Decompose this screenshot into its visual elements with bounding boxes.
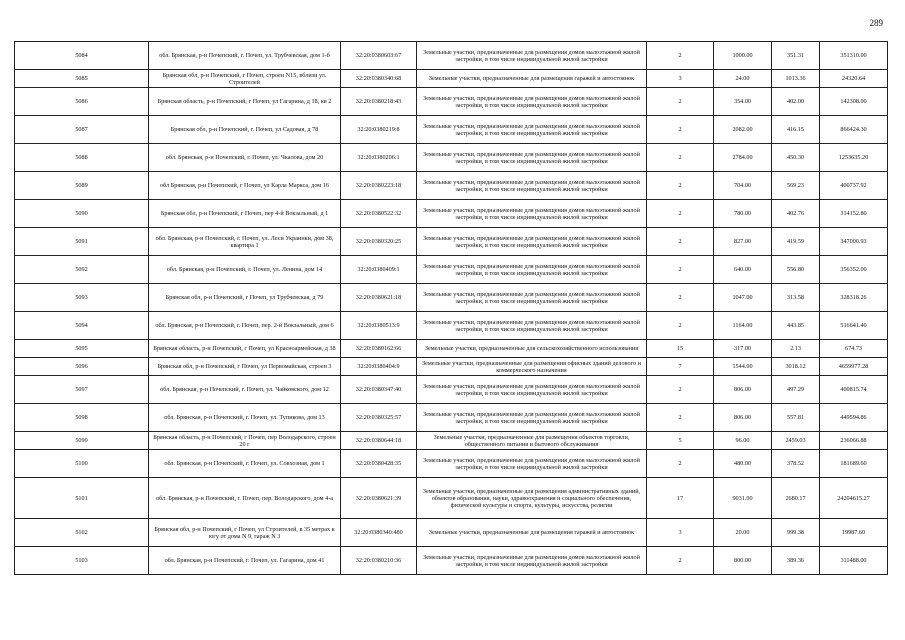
- row-id: 5087: [15, 116, 149, 144]
- area-cell: 354.00: [714, 88, 772, 116]
- land-purpose-cell: Земельные участки, предназначенные для размещения объектов торговли, общественного питания и бытового обслуживания: [417, 432, 647, 450]
- table-row: [15, 70, 888, 88]
- cadastral-value-cell: 24204615.27: [820, 478, 888, 519]
- specific-value-cell: 3018.12: [772, 358, 820, 376]
- land-purpose-cell: Земельные участки, предназначенные для размещения административных зданий, объектов образования, науки, здравоохранения и социального обеспечения, физической культуры и спорта, культуры, искусства, религии: [417, 478, 647, 519]
- specific-value-cell: 1013.36: [772, 70, 820, 88]
- area-cell: 806.00: [714, 404, 772, 432]
- cadastral-value-cell: 674.73: [820, 340, 888, 358]
- area-cell: 317.00: [714, 340, 772, 358]
- cadastral-value-cell: 351310.00: [820, 42, 888, 70]
- row-id: 5099: [15, 432, 149, 450]
- specific-value-cell: 443.85: [772, 312, 820, 340]
- address-cell: обл. Брянская, р-н Почепский, г. Почеп, пер. 2-й Вокзальный, дом 6: [149, 312, 341, 340]
- address-cell: обл Брянская, р-н Почепский, г Почеп, ул Карла Маркса, дом 16: [149, 172, 341, 200]
- row-id: 5093: [15, 284, 149, 312]
- specific-value-cell: 450.30: [772, 144, 820, 172]
- specific-value-cell: 378.52: [772, 450, 820, 478]
- table-row: [15, 200, 888, 228]
- cadastral-number-cell: 32:20:0380219:8: [341, 116, 417, 144]
- address-cell: Брянская обл, р-н Почепский, г Почеп, строен N15, вблизи ул. Строителей: [149, 70, 341, 88]
- specific-value-cell: 2680.17: [772, 478, 820, 519]
- group-cell: 2: [647, 144, 714, 172]
- address-cell: Брянская обл, р-н Почепский, г Почеп, пер 4-й Вокзальный, д 1: [149, 200, 341, 228]
- row-id: 5086: [15, 88, 149, 116]
- land-purpose-cell: Земельные участки, предназначенные для размещения домов малоэтажной жилой застройки, в том числе индивидуальной жилой застройки: [417, 200, 647, 228]
- group-cell: 2: [647, 284, 714, 312]
- cadastral-number-cell: 32:20:0380162:66: [341, 340, 417, 358]
- specific-value-cell: 419.59: [772, 228, 820, 256]
- address-cell: обл. Брянская, р-н Почепский, г. Почеп, ул. Чкалова, дом 20: [149, 144, 341, 172]
- row-id: 5092: [15, 256, 149, 284]
- land-purpose-cell: Земельные участки, предназначенные для размещения домов малоэтажной жилой застройки, в том числе индивидуальной жилой застройки: [417, 88, 647, 116]
- address-cell: Брянская обл, р-н Почепский, г. Почеп, ул Садовая, д 78: [149, 116, 341, 144]
- table-row: [15, 547, 888, 575]
- table-row: [15, 144, 888, 172]
- table-row: [15, 228, 888, 256]
- address-cell: обл. Брянская, р-н Почепский, г. Почеп, ул. Совхозная, дом 1: [149, 450, 341, 478]
- cadastral-value-cell: 314152.80: [820, 200, 888, 228]
- cadastral-number-cell: 32:20:0380320:25: [341, 228, 417, 256]
- area-cell: 1164.00: [714, 312, 772, 340]
- row-id: 5102: [15, 519, 149, 547]
- cadastral-value-cell: 866424.30: [820, 116, 888, 144]
- table-row: [15, 116, 888, 144]
- table-row: [15, 450, 888, 478]
- group-cell: 2: [647, 42, 714, 70]
- cadastral-value-cell: 400737.92: [820, 172, 888, 200]
- address-cell: обл. Брянская, р-н Почепский, г. Почеп, ул. Леси Украинки, дом 38, квартира 1: [149, 228, 341, 256]
- specific-value-cell: 402.76: [772, 200, 820, 228]
- group-cell: 17: [647, 478, 714, 519]
- group-cell: 2: [647, 88, 714, 116]
- page-number: 289: [869, 18, 883, 28]
- cadastral-value-table: [14, 41, 888, 575]
- cadastral-value-cell: 400815.74: [820, 376, 888, 404]
- table-row: [15, 340, 888, 358]
- table-row: [15, 42, 888, 70]
- cadastral-value-cell: 142308.00: [820, 88, 888, 116]
- address-cell: Брянская область, р-н Почепский, г Почеп, ул Красноармейская, д 38: [149, 340, 341, 358]
- area-cell: 1544.00: [714, 358, 772, 376]
- cadastral-number-cell: 32:20:0380522:32: [341, 200, 417, 228]
- area-cell: 9031.00: [714, 478, 772, 519]
- cadastral-number-cell: 32:20:0380210:36: [341, 547, 417, 575]
- specific-value-cell: 389.36: [772, 547, 820, 575]
- land-purpose-cell: Земельные участки, предназначенные для размещения гаражей и автостоянок: [417, 70, 647, 88]
- table-row: [15, 284, 888, 312]
- row-id: 5098: [15, 404, 149, 432]
- land-purpose-cell: Земельные участки, предназначенные для размещения домов малоэтажной жилой застройки, в том числе индивидуальной жилой застройки: [417, 172, 647, 200]
- address-cell: обл. Брянская, р-н Почепский, г. Почеп, ул. Ленина, дом 14: [149, 256, 341, 284]
- cadastral-value-cell: 356352.00: [820, 256, 888, 284]
- land-purpose-cell: Земельные участки, предназначенные для размещения домов малоэтажной жилой застройки, в том числе индивидуальной жилой застройки: [417, 256, 647, 284]
- land-purpose-cell: Земельные участки, предназначенные для размещения домов малоэтажной жилой застройки, в том числе индивидуальной жилой застройки: [417, 450, 647, 478]
- specific-value-cell: 2.13: [772, 340, 820, 358]
- cadastral-value-cell: 311488.00: [820, 547, 888, 575]
- cadastral-number-cell: 32:20:0380206:1: [341, 144, 417, 172]
- specific-value-cell: 2459.03: [772, 432, 820, 450]
- area-cell: 24.00: [714, 70, 772, 88]
- land-purpose-cell: Земельные участки, предназначенные для сельскохозяйственного использования: [417, 340, 647, 358]
- cadastral-number-cell: 32:20:0380347:40: [341, 376, 417, 404]
- table-row: [15, 519, 888, 547]
- cadastral-value-cell: 236066.88: [820, 432, 888, 450]
- area-cell: 1047.00: [714, 284, 772, 312]
- specific-value-cell: 999.38: [772, 519, 820, 547]
- land-purpose-cell: Земельные участки, предназначенные для размещения домов малоэтажной жилой застройки, в том числе индивидуальной жилой застройки: [417, 284, 647, 312]
- address-cell: обл. Брянская, р-н Почепский, г. Почеп, ул. Гагарина, дом 41: [149, 547, 341, 575]
- row-id: 5095: [15, 340, 149, 358]
- table-row: [15, 312, 888, 340]
- specific-value-cell: 497.29: [772, 376, 820, 404]
- table-row: [15, 256, 888, 284]
- row-id: 5094: [15, 312, 149, 340]
- area-cell: 800.00: [714, 547, 772, 575]
- area-cell: 780.00: [714, 200, 772, 228]
- table-row: [15, 404, 888, 432]
- land-purpose-cell: Земельные участки, предназначенные для размещения домов малоэтажной жилой застройки, в том числе индивидуальной жилой застройки: [417, 312, 647, 340]
- cadastral-value-cell: 516641.40: [820, 312, 888, 340]
- address-cell: обл. Брянская, р-н Почепский, г. Почеп, ул. Тупикова, дом 13: [149, 404, 341, 432]
- cadastral-number-cell: 32:20:0380644:18: [341, 432, 417, 450]
- cadastral-number-cell: 32:20:0380325:57: [341, 404, 417, 432]
- land-purpose-cell: Земельные участки, предназначенные для размещения гаражей и автостоянок: [417, 519, 647, 547]
- area-cell: 480.00: [714, 450, 772, 478]
- land-purpose-cell: Земельные участки, предназначенные для размещения домов малоэтажной жилой застройки, в том числе индивидуальной жилой застройки: [417, 547, 647, 575]
- area-cell: 96.00: [714, 432, 772, 450]
- address-cell: Брянская обл, р-н Почепский, г Почеп, ул Первомайская, строен 3: [149, 358, 341, 376]
- cadastral-number-cell: 32:20:0380404:9: [341, 358, 417, 376]
- group-cell: 3: [647, 70, 714, 88]
- row-id: 5091: [15, 228, 149, 256]
- group-cell: 2: [647, 172, 714, 200]
- cadastral-value-cell: 1253635.20: [820, 144, 888, 172]
- table-row: [15, 88, 888, 116]
- group-cell: 15: [647, 340, 714, 358]
- cadastral-number-cell: 32:20:0380340:68: [341, 70, 417, 88]
- group-cell: 7: [647, 358, 714, 376]
- cadastral-number-cell: 32:20:0380621:18: [341, 284, 417, 312]
- group-cell: 2: [647, 450, 714, 478]
- table-row: [15, 358, 888, 376]
- row-id: 5097: [15, 376, 149, 404]
- address-cell: обл. Брянская, р-н Почепский, г. Почеп, ул. Чайковского, дом 12: [149, 376, 341, 404]
- specific-value-cell: 557.81: [772, 404, 820, 432]
- area-cell: 827.00: [714, 228, 772, 256]
- area-cell: 20.00: [714, 519, 772, 547]
- row-id: 5088: [15, 144, 149, 172]
- area-cell: 806.00: [714, 376, 772, 404]
- cadastral-value-cell: 347000.93: [820, 228, 888, 256]
- area-cell: 704.00: [714, 172, 772, 200]
- row-id: 5085: [15, 70, 149, 88]
- land-purpose-cell: Земельные участки, предназначенные для размещения домов малоэтажной жилой застройки, в том числе индивидуальной жилой застройки: [417, 116, 647, 144]
- specific-value-cell: 313.58: [772, 284, 820, 312]
- table-row: [15, 432, 888, 450]
- cadastral-number-cell: 32:20:0380428:35: [341, 450, 417, 478]
- area-cell: 640.00: [714, 256, 772, 284]
- specific-value-cell: 416.15: [772, 116, 820, 144]
- address-cell: Брянская область, р-н Почепский, г Почеп, пер Володарского, строен 20 г: [149, 432, 341, 450]
- area-cell: 1000.00: [714, 42, 772, 70]
- row-id: 5096: [15, 358, 149, 376]
- cadastral-number-cell: 32:20:0380513:9: [341, 312, 417, 340]
- group-cell: 2: [647, 116, 714, 144]
- cadastral-value-cell: 449594.86: [820, 404, 888, 432]
- row-id: 5089: [15, 172, 149, 200]
- address-cell: Брянская обл, р-н Почепский, г Почеп, ул Строителей, в 35 метрах к югу от дома N 9, гараж N 3: [149, 519, 341, 547]
- cadastral-value-cell: 181689.60: [820, 450, 888, 478]
- address-cell: обл. Брянская, р-н Почепский, г. Почеп, ул. Трубчевская, дом 1-б: [149, 42, 341, 70]
- group-cell: 2: [647, 200, 714, 228]
- cadastral-value-cell: 24320.64: [820, 70, 888, 88]
- group-cell: 2: [647, 256, 714, 284]
- address-cell: Брянская обл, р-н Почепский, г Почеп, ул Трубчевская, д 79: [149, 284, 341, 312]
- cadastral-value-cell: 4659977.28: [820, 358, 888, 376]
- address-cell: обл. Брянская, р-н Почепский, г. Почеп, пер. Володарского, дом 4-а: [149, 478, 341, 519]
- group-cell: 3: [647, 519, 714, 547]
- table-row: [15, 172, 888, 200]
- cadastral-number-cell: 32:20:0380223:18: [341, 172, 417, 200]
- land-purpose-cell: Земельные участки, предназначенные для размещения офисных зданий делового и коммерческого назначения: [417, 358, 647, 376]
- row-id: 5090: [15, 200, 149, 228]
- group-cell: 2: [647, 376, 714, 404]
- area-cell: 2784.00: [714, 144, 772, 172]
- cadastral-value-cell: 19987.60: [820, 519, 888, 547]
- cadastral-value-cell: 328318.26: [820, 284, 888, 312]
- land-purpose-cell: Земельные участки, предназначенные для размещения домов малоэтажной жилой застройки, в том числе индивидуальной жилой застройки: [417, 376, 647, 404]
- land-purpose-cell: Земельные участки, предназначенные для размещения домов малоэтажной жилой застройки, в том числе индивидуальной жилой застройки: [417, 228, 647, 256]
- row-id: 5084: [15, 42, 149, 70]
- group-cell: 2: [647, 228, 714, 256]
- table-row: [15, 376, 888, 404]
- cadastral-number-cell: 32:20:0380340:480: [341, 519, 417, 547]
- cadastral-number-cell: 32:20:0380409:1: [341, 256, 417, 284]
- row-id: 5103: [15, 547, 149, 575]
- area-cell: 2082.00: [714, 116, 772, 144]
- cadastral-number-cell: 32:20:0380621:39: [341, 478, 417, 519]
- group-cell: 2: [647, 547, 714, 575]
- group-cell: 5: [647, 432, 714, 450]
- group-cell: 2: [647, 404, 714, 432]
- cadastral-number-cell: 32:20:0380218:43: [341, 88, 417, 116]
- row-id: 5101: [15, 478, 149, 519]
- cadastral-number-cell: 32:20:0380603:67: [341, 42, 417, 70]
- land-purpose-cell: Земельные участки, предназначенные для размещения домов малоэтажной жилой застройки, в том числе индивидуальной жилой застройки: [417, 404, 647, 432]
- row-id: 5100: [15, 450, 149, 478]
- land-purpose-cell: Земельные участки, предназначенные для размещения домов малоэтажной жилой застройки, в том числе индивидуальной жилой застройки: [417, 144, 647, 172]
- specific-value-cell: 556.80: [772, 256, 820, 284]
- specific-value-cell: 351.31: [772, 42, 820, 70]
- group-cell: 2: [647, 312, 714, 340]
- specific-value-cell: 402.00: [772, 88, 820, 116]
- specific-value-cell: 569.23: [772, 172, 820, 200]
- table-row: [15, 478, 888, 519]
- address-cell: Брянская область, р-н Почепский, г Почеп, ул Гагарина, д 18, кв 2: [149, 88, 341, 116]
- land-purpose-cell: Земельные участки, предназначенные для размещения домов малоэтажной жилой застройки, в том числе индивидуальной жилой застройки: [417, 42, 647, 70]
